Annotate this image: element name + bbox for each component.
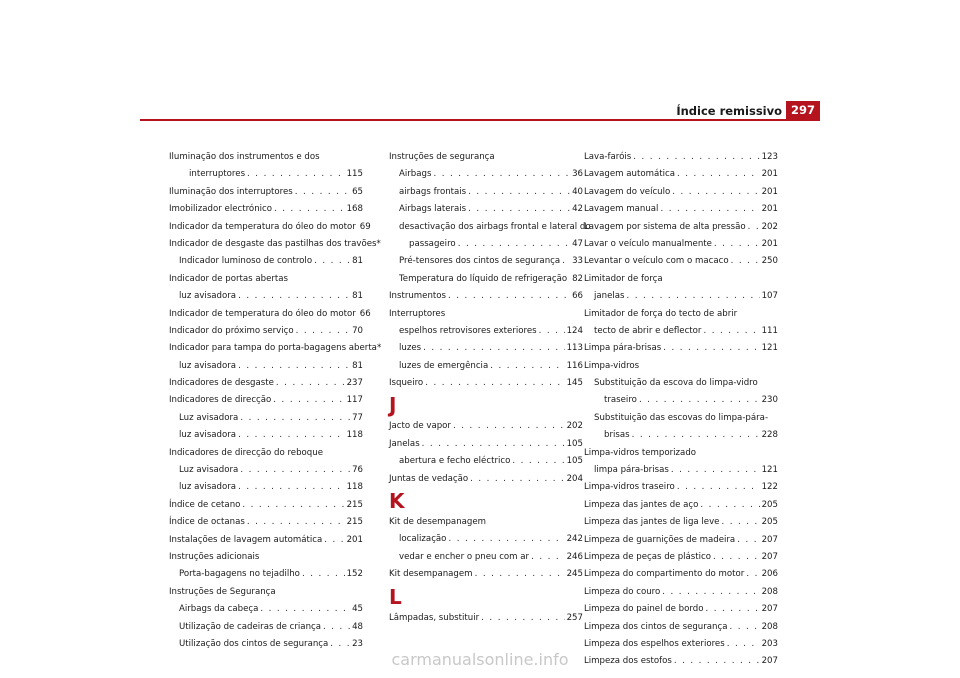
index-entry-term: localização <box>399 534 447 545</box>
dot-leader <box>240 464 350 477</box>
dot-leader <box>714 238 760 251</box>
index-entry-term: Limpa-vidros traseiro <box>584 482 675 493</box>
dot-leader <box>314 255 350 268</box>
index-entry <box>169 534 363 547</box>
index-entry-page: 145 <box>566 378 583 389</box>
dot-leader <box>458 238 570 251</box>
index-entry-page: 205 <box>761 499 778 510</box>
index-entry-term: Instruções adicionais <box>169 551 260 562</box>
dot-leader <box>627 290 760 303</box>
watermark: carmanualsonline.info <box>391 650 569 669</box>
index-entry-term: Airbags da cabeça <box>179 604 259 615</box>
index-entry-term: Substituição da escova do limpa-vidro <box>594 378 758 389</box>
dot-leader <box>238 360 350 373</box>
index-entry <box>389 473 583 486</box>
index-entry-page: 237 <box>346 378 363 389</box>
index-entry-term: limpa pára-brisas <box>594 465 669 476</box>
index-entry <box>389 168 583 181</box>
index-section-letter: K <box>389 489 405 514</box>
index-entry <box>389 455 583 468</box>
index-entry <box>389 438 583 451</box>
dot-leader <box>731 255 760 268</box>
index-entry-page: 250 <box>761 256 778 267</box>
index-entry <box>584 290 778 303</box>
index-entry <box>584 308 778 321</box>
index-entry <box>169 203 363 216</box>
index-entry <box>584 325 778 338</box>
index-entry <box>169 603 363 616</box>
index-entry <box>169 621 363 634</box>
dot-leader <box>423 342 564 355</box>
index-entry-page: 115 <box>346 169 363 180</box>
index-entry <box>169 568 363 581</box>
index-entry-term: Pré-tensores dos cintos de segurança <box>399 256 561 267</box>
index-entry-term: Kit de desempanagem <box>389 517 487 528</box>
index-entry-term: Temperatura do líquido de refrigeração <box>399 273 568 284</box>
index-entry-term: Lavagem automática <box>584 169 675 180</box>
index-entry-page: 257 <box>566 612 583 623</box>
dot-leader <box>274 203 345 216</box>
index-entry-term: Limitador de força do tecto de abrir <box>584 308 738 319</box>
index-entry-term: Limpeza do compartimento do motor <box>584 569 745 580</box>
index-entry-term: luz avisadora <box>179 482 237 493</box>
index-entry-page: 201 <box>761 238 778 249</box>
dot-leader <box>677 168 760 181</box>
index-entry-page: 202 <box>566 421 583 432</box>
index-entry-page: 205 <box>761 517 778 528</box>
index-entry-term: Índice de cetano <box>169 499 241 510</box>
index-entry-term: Instrumentos <box>389 291 447 302</box>
index-entry-term: Indicador luminoso de controlo <box>179 256 313 267</box>
index-entry-term: Janelas <box>389 438 420 449</box>
index-entry <box>389 342 583 355</box>
index-entry <box>169 377 363 390</box>
index-entry-term: traseiro <box>604 395 637 406</box>
index-entry-page: 45 <box>352 604 363 615</box>
index-entry-term: abertura e fecho eléctrico <box>399 456 511 467</box>
index-entry-page: 81 <box>352 256 363 267</box>
index-entry-term: Índice de octanas <box>169 517 245 528</box>
index-entry-term: desactivação dos airbags frontal e lateral do <box>399 221 591 232</box>
dot-leader <box>531 551 565 564</box>
dot-leader <box>273 394 344 407</box>
index-entry-page: 201 <box>761 186 778 197</box>
index-entry-term: Instalações de lavagem automática <box>169 534 323 545</box>
index-entry <box>169 412 363 425</box>
index-entry <box>584 342 778 355</box>
page-number: 297 <box>786 101 820 120</box>
index-entry-page: 242 <box>566 534 583 545</box>
dot-leader <box>238 481 345 494</box>
index-entry-term: Lavar o veículo manualmente <box>584 238 712 249</box>
dot-leader <box>324 534 344 547</box>
dot-leader <box>240 412 350 425</box>
index-entry <box>584 168 778 181</box>
index-entry-term: luz avisadora <box>179 430 237 441</box>
index-entry-term: Levantar o veículo com o macaco <box>584 256 729 267</box>
index-entry <box>389 325 583 338</box>
index-entry <box>584 394 778 407</box>
index-entry-page: 118 <box>346 482 363 493</box>
index-entry-term: Isqueiro <box>389 378 424 389</box>
dot-leader <box>238 429 345 442</box>
index-entry <box>169 394 363 407</box>
index-entry-page: 77 <box>352 412 363 423</box>
index-entry <box>584 273 778 286</box>
index-entry-page: 47 <box>572 238 583 249</box>
index-entry <box>584 255 778 268</box>
index-entry-page: 65 <box>352 186 363 197</box>
index-entry-term: Luz avisadora <box>179 412 239 423</box>
index-entry-page: 207 <box>761 656 778 667</box>
index-entry <box>169 551 363 564</box>
index-entry-term: Substituição das escovas do limpa-pára- <box>594 412 769 423</box>
index-entry <box>389 221 591 234</box>
index-entry-page: 111 <box>761 325 778 336</box>
index-entry-page: 48 <box>352 621 363 632</box>
index-entry <box>584 516 778 529</box>
dot-leader <box>672 186 759 199</box>
index-entry-term: Limpeza das jantes de aço <box>584 499 699 510</box>
index-entry-term: Lava-faróis <box>584 152 632 162</box>
index-entry-page: 207 <box>761 534 778 545</box>
index-entry-term: Iluminação dos interruptores <box>169 186 293 197</box>
index-entry-page: 70 <box>352 325 363 336</box>
index-entry <box>389 186 583 199</box>
index-entry <box>169 273 363 286</box>
index-entry-page: 105 <box>566 438 583 449</box>
dot-leader <box>677 481 760 494</box>
dot-leader <box>247 516 345 529</box>
index-entry-term: Indicadores de direcção <box>169 395 272 406</box>
dot-leader <box>468 203 570 216</box>
index-column-2 <box>389 151 591 629</box>
index-entry-term: luzes <box>399 343 422 354</box>
index-entry-term: Lavagem manual <box>584 204 659 215</box>
index-entry-page: 113 <box>566 343 583 354</box>
index-entry-page: 117 <box>346 395 363 406</box>
index-entry-page: 124 <box>566 325 583 336</box>
index-entry <box>169 499 363 512</box>
index-entry-term: Instruções de Segurança <box>169 586 276 597</box>
index-entry-term: luzes de emergência <box>399 360 489 371</box>
index-entry <box>169 221 371 234</box>
index-entry-page: 76 <box>352 465 363 476</box>
index-entry-page: 215 <box>346 517 363 528</box>
index-section-letter: J <box>389 393 397 418</box>
index-entry <box>169 360 363 373</box>
dot-leader <box>448 290 570 303</box>
index-entry-page: 201 <box>346 534 363 545</box>
index-entry <box>169 342 382 355</box>
index-entry-page: 42 <box>572 204 583 215</box>
index-entry <box>584 186 778 199</box>
index-entry <box>584 377 778 390</box>
index-entry-term: Indicador do próximo serviço <box>169 325 294 336</box>
index-entry-term: Indicador de portas abertas <box>169 273 289 284</box>
index-entry-page: 116 <box>566 360 583 371</box>
index-entry-term: Limpeza de peças de plástico <box>584 551 712 562</box>
index-column-3 <box>584 151 778 673</box>
index-entry <box>169 186 363 199</box>
dot-leader <box>639 394 760 407</box>
index-entry-page: 202 <box>761 221 778 232</box>
index-entry-page: 105 <box>566 456 583 467</box>
index-entry-page: 118 <box>346 430 363 441</box>
index-entry <box>169 308 371 321</box>
index-entry-page: 107 <box>761 291 778 302</box>
index-entry <box>389 238 583 251</box>
index-entry <box>389 151 583 164</box>
index-entry-term: Indicadores de direcção do reboque <box>169 447 323 458</box>
index-entry <box>584 464 778 477</box>
index-entry-page: 207 <box>761 551 778 562</box>
index-entry <box>389 203 583 216</box>
dot-leader <box>490 360 564 373</box>
index-entry-page: 207 <box>761 604 778 615</box>
index-entry-page: 66 <box>572 291 583 302</box>
index-entry-page: 230 <box>761 395 778 406</box>
index-entry-page: 246 <box>566 551 583 562</box>
dot-leader <box>295 186 350 199</box>
dot-leader <box>481 612 564 625</box>
index-entry <box>169 290 363 303</box>
index-entry-page: 208 <box>761 621 778 632</box>
dot-leader <box>713 551 760 564</box>
index-entry <box>584 238 778 251</box>
index-entry-term: airbags frontais <box>399 186 467 197</box>
index-entry-page: 203 <box>761 638 778 649</box>
index-entry <box>584 481 778 494</box>
index-entry-term: Indicador de desgaste das pastilhas dos travões* <box>169 238 381 249</box>
index-entry-term: Limpeza dos espelhos exteriores <box>584 638 725 649</box>
index-entry-term: Lavagem do veículo <box>584 186 671 197</box>
dot-leader <box>721 516 759 529</box>
index-entry-page: 201 <box>761 204 778 215</box>
dot-leader <box>475 568 565 581</box>
index-entry-term: Indicador para tampa do porta-bagagens aberta* <box>169 343 382 354</box>
index-entry-term: Indicador de temperatura do óleo do motor <box>169 308 356 319</box>
index-entry <box>169 516 363 529</box>
dot-leader <box>730 621 760 634</box>
index-entry-term: Limpeza de guarnições de madeira <box>584 534 736 545</box>
index-entry <box>584 221 778 234</box>
index-entry <box>169 464 363 477</box>
index-entry-term: Kit desempanagem <box>389 569 473 580</box>
dot-leader <box>242 499 344 512</box>
index-section-letter: L <box>389 584 402 609</box>
dot-leader <box>470 473 565 486</box>
index-entry-term: Limpeza do painel de bordo <box>584 604 704 615</box>
index-entry <box>584 447 778 460</box>
dot-leader <box>633 151 759 164</box>
dot-leader <box>700 499 759 512</box>
index-entry-term: Luz avisadora <box>179 465 239 476</box>
index-entry-term: Juntas de vedação <box>389 473 469 484</box>
dot-leader <box>302 568 345 581</box>
index-entry-page: 204 <box>566 473 583 484</box>
index-entry-page: 168 <box>346 204 363 215</box>
dot-leader <box>260 603 350 616</box>
index-entry-term: Utilização de cadeiras de criança <box>179 621 322 632</box>
index-entry <box>389 568 583 581</box>
dot-leader <box>296 325 350 338</box>
index-entry-term: passageiro <box>409 238 456 249</box>
index-entry <box>389 308 583 321</box>
header-title: Índice remissivo <box>676 104 782 118</box>
index-entry-page: 122 <box>761 482 778 493</box>
index-entry <box>389 360 583 373</box>
index-entry <box>389 255 583 268</box>
dot-leader <box>276 377 345 390</box>
index-entry-term: Imobilizador electrónico <box>169 204 273 215</box>
index-entry-page: 121 <box>761 343 778 354</box>
index-entry-page: 33 <box>572 256 583 267</box>
dot-leader <box>632 429 760 442</box>
index-entry <box>389 290 583 303</box>
index-entry-term: Lâmpadas, substituir <box>389 612 480 623</box>
dot-leader <box>748 221 760 234</box>
index-entry-term: Lavagem por sistema de alta pressão <box>584 221 746 232</box>
index-entry-term: Instruções de segurança <box>389 152 495 162</box>
index-entry-page: 228 <box>761 430 778 441</box>
index-entry <box>389 377 583 390</box>
index-entry-term: tecto de abrir e deflector <box>594 325 702 336</box>
dot-leader <box>562 255 570 268</box>
index-entry-page: 201 <box>761 169 778 180</box>
index-entry-term: luz avisadora <box>179 360 237 371</box>
index-entry-term: janelas <box>594 291 625 302</box>
dot-leader <box>737 534 759 547</box>
index-entry-term: Limpa-vidros <box>584 360 640 371</box>
dot-leader <box>468 186 570 199</box>
index-entry <box>584 621 778 634</box>
index-entry <box>389 516 583 529</box>
index-entry <box>584 499 778 512</box>
index-entry <box>169 481 363 494</box>
index-entry <box>389 551 583 564</box>
dot-leader <box>247 168 345 181</box>
index-entry-term: luz avisadora <box>179 291 237 302</box>
index-entry-term: Utilização dos cintos de segurança <box>179 638 329 649</box>
index-entry-page: 36 <box>572 169 583 180</box>
dot-leader <box>422 438 565 451</box>
index-entry-term: Limpeza do couro <box>584 586 661 597</box>
index-entry <box>389 420 583 433</box>
index-entry <box>169 429 363 442</box>
index-entry-page: 66 <box>359 308 371 319</box>
index-entry-term: Jacto de vapor <box>389 421 451 432</box>
index-entry-page: 215 <box>346 499 363 510</box>
index-entry <box>584 151 778 164</box>
index-entry-term: Indicador da temperatura do óleo do motor <box>169 221 356 232</box>
index-entry <box>584 412 778 425</box>
index-entry-term: Airbags <box>399 169 432 180</box>
index-entry <box>584 603 778 616</box>
index-entry <box>584 586 778 599</box>
index-entry-term: Airbags laterais <box>399 204 467 215</box>
index-entry <box>389 273 583 286</box>
dot-leader <box>453 420 565 433</box>
index-entry-term: Iluminação dos instrumentos e dos <box>169 152 320 162</box>
index-entry-page: 245 <box>566 569 583 580</box>
index-entry-term: Limpeza das jantes de liga leve <box>584 517 720 528</box>
dot-leader <box>706 603 760 616</box>
index-entry-page: 123 <box>761 152 778 162</box>
index-entry-term: Limpeza dos cintos de segurança <box>584 621 728 632</box>
index-entry <box>169 586 363 599</box>
dot-leader <box>448 533 564 546</box>
dot-leader <box>569 273 570 286</box>
dot-leader <box>433 168 570 181</box>
index-entry-term: Limpa pára-brisas <box>584 343 662 354</box>
index-entry-term: Limitador de força <box>584 273 663 284</box>
index-entry <box>169 238 381 251</box>
dot-leader <box>660 203 759 216</box>
dot-leader <box>671 464 760 477</box>
index-entry-page: 121 <box>761 465 778 476</box>
index-entry <box>584 551 778 564</box>
dot-leader <box>323 621 350 634</box>
index-entry <box>169 447 363 460</box>
index-entry-page: 81 <box>352 360 363 371</box>
dot-leader <box>662 586 759 599</box>
index-entry <box>169 255 363 268</box>
index-entry-term: vedar e encher o pneu com ar <box>399 551 530 562</box>
index-entry <box>584 534 778 547</box>
index-entry-page: 69 <box>359 221 371 232</box>
index-entry-page: 81 <box>352 291 363 302</box>
index-entry <box>389 533 583 546</box>
index-entry-page: 40 <box>572 186 583 197</box>
index-entry <box>169 325 363 338</box>
dot-leader <box>425 377 564 390</box>
dot-leader <box>512 455 564 468</box>
index-entry <box>584 203 778 216</box>
dot-leader <box>703 325 759 338</box>
dot-leader <box>663 342 759 355</box>
header-divider <box>140 119 820 121</box>
index-entry-page: 208 <box>761 586 778 597</box>
index-entry-term: espelhos retrovisores exteriores <box>399 325 537 336</box>
index-entry <box>584 568 778 581</box>
index-entry-term: interruptores <box>189 169 246 180</box>
dot-leader <box>539 325 565 338</box>
index-entry <box>389 612 583 625</box>
index-entry <box>584 360 778 373</box>
index-entry-term: Limpeza dos estofos <box>584 656 672 667</box>
index-column-1 <box>169 151 382 655</box>
index-entry-term: brisas <box>604 430 630 441</box>
index-entry <box>584 429 778 442</box>
index-entry-page: 152 <box>346 569 363 580</box>
index-entry <box>169 168 363 181</box>
dot-leader <box>746 568 759 581</box>
index-entry-page: 206 <box>761 569 778 580</box>
index-entry-term: Indicadores de desgaste <box>169 378 274 389</box>
index-entry-page: 82 <box>572 273 583 284</box>
index-entry <box>169 151 363 164</box>
index-entry-page: 23 <box>352 638 363 649</box>
index-entry-term: Porta-bagagens no tejadilho <box>179 569 300 580</box>
index-entry-term: Interruptores <box>389 308 446 319</box>
dot-leader <box>238 290 350 303</box>
index-entry-term: Limpa-vidros temporizado <box>584 447 697 458</box>
